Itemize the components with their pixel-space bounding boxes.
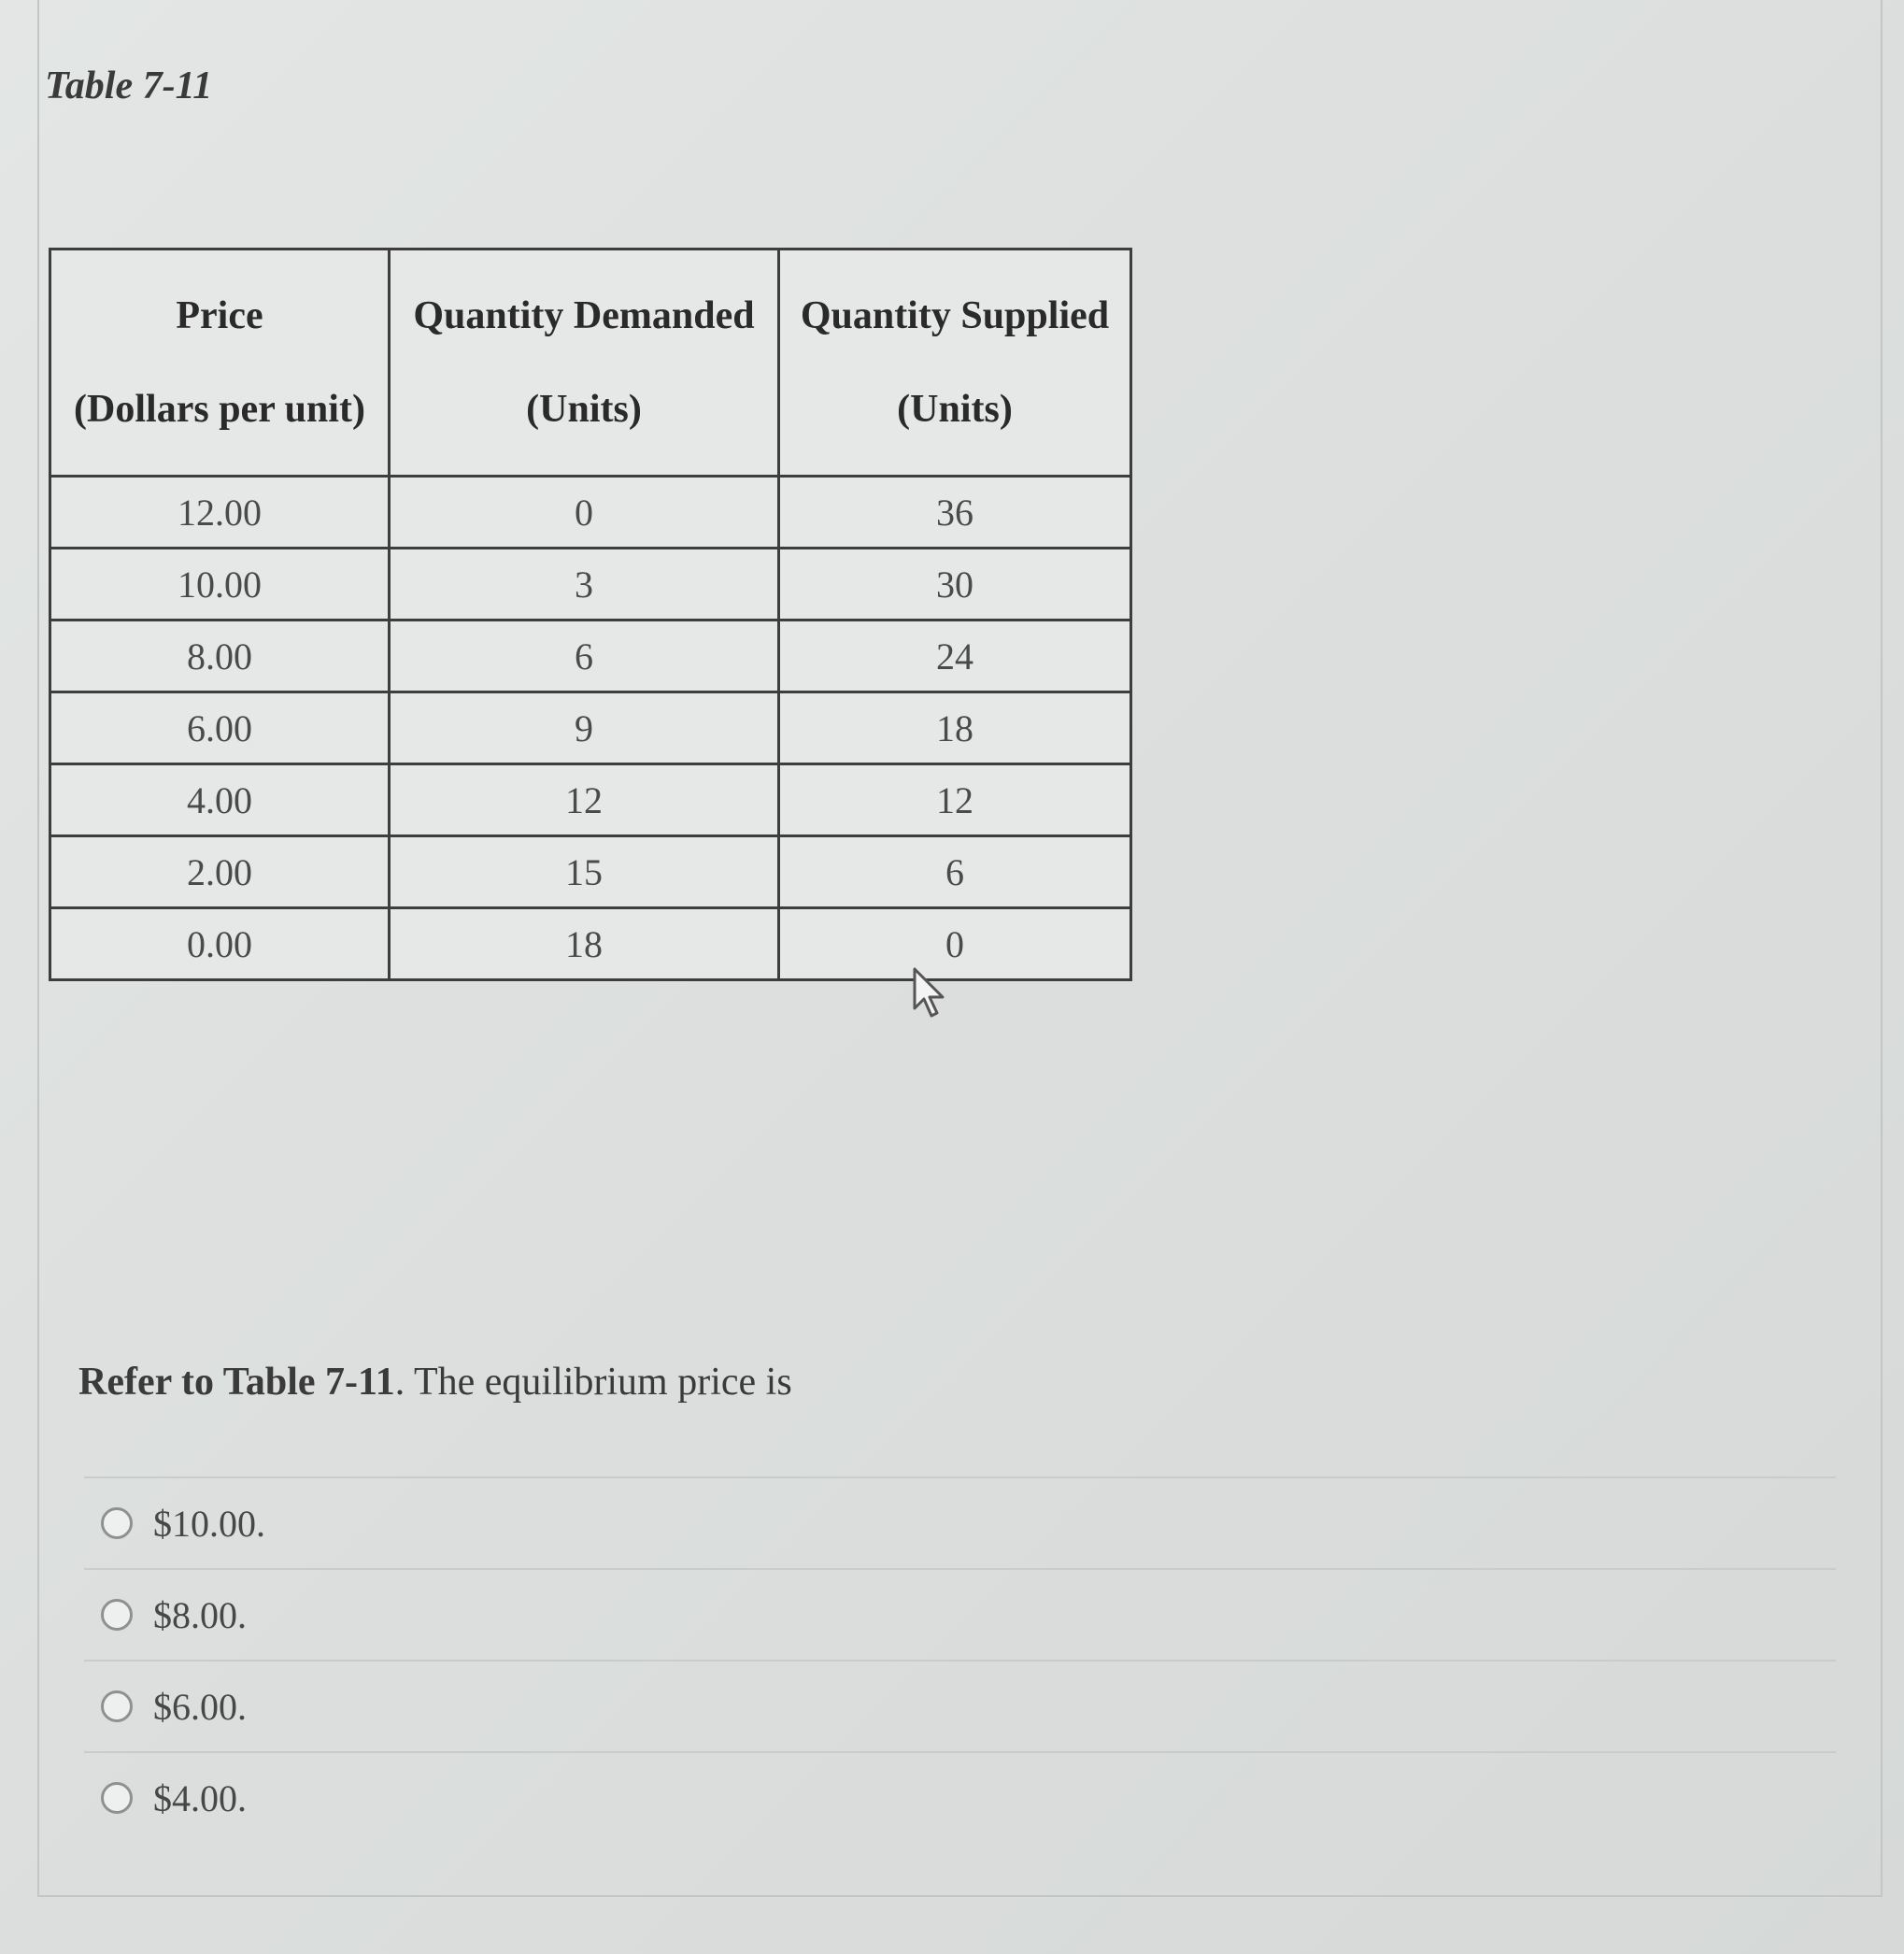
column-header-quantity-demanded [390, 250, 779, 477]
answer-option-label[interactable]: $6.00. [153, 1685, 247, 1728]
quantity-demanded-cell: 9 [390, 692, 779, 764]
quantity-demanded-cell: 3 [390, 549, 779, 620]
answer-option-label[interactable]: $4.00. [153, 1776, 247, 1819]
answer-option-label[interactable]: $8.00. [153, 1593, 247, 1636]
radio-button-icon[interactable] [101, 1782, 133, 1814]
price-cell: 10.00 [50, 549, 390, 620]
quantity-demanded-cell: 18 [390, 908, 779, 980]
supply-demand-table [49, 248, 1132, 981]
radio-button-icon[interactable] [101, 1599, 133, 1631]
quantity-supplied-cell: 0 [778, 908, 1130, 980]
table-row [50, 477, 1131, 549]
price-cell: 4.00 [50, 764, 390, 836]
column-header-title: Price [176, 294, 263, 337]
price-cell: 8.00 [50, 620, 390, 692]
answer-option[interactable] [84, 1751, 1836, 1843]
column-header-unit: (Units) [897, 388, 1013, 431]
answer-option[interactable] [84, 1660, 1836, 1751]
quantity-demanded-cell: 0 [390, 477, 779, 549]
radio-button-icon[interactable] [101, 1507, 133, 1539]
radio-button-icon[interactable] [101, 1690, 133, 1722]
quantity-demanded-cell: 15 [390, 836, 779, 908]
mouse-cursor-icon [911, 967, 948, 1020]
table-row [50, 836, 1131, 908]
quantity-demanded-cell: 12 [390, 764, 779, 836]
table-header-row [50, 250, 1131, 477]
table-row [50, 620, 1131, 692]
column-header-title: Quantity Demanded [413, 294, 755, 337]
answer-choices [84, 1476, 1836, 1843]
table-caption: Table 7-11 [45, 64, 213, 107]
table-row [50, 692, 1131, 764]
quantity-supplied-cell: 36 [778, 477, 1130, 549]
table-row [50, 908, 1131, 980]
price-cell: 12.00 [50, 477, 390, 549]
answer-option-label[interactable]: $10.00. [153, 1502, 265, 1545]
column-header-unit: (Dollars per unit) [74, 388, 365, 431]
prompt-reference: Refer to Table 7-11 [78, 1361, 395, 1404]
quantity-demanded-cell: 6 [390, 620, 779, 692]
quantity-supplied-cell: 24 [778, 620, 1130, 692]
price-cell: 6.00 [50, 692, 390, 764]
table-row [50, 764, 1131, 836]
quantity-supplied-cell: 30 [778, 549, 1130, 620]
column-header-unit: (Units) [526, 388, 642, 431]
column-header-quantity-supplied [778, 250, 1130, 477]
answer-option[interactable] [84, 1476, 1836, 1568]
column-header-title: Quantity Supplied [800, 294, 1110, 337]
price-cell: 0.00 [50, 908, 390, 980]
quantity-supplied-cell: 18 [778, 692, 1130, 764]
quantity-supplied-cell: 12 [778, 764, 1130, 836]
table-row [50, 549, 1131, 620]
question-prompt [78, 1360, 792, 1405]
column-header-price [50, 250, 390, 477]
prompt-text: . The equilibrium price is [394, 1361, 792, 1404]
price-cell: 2.00 [50, 836, 390, 908]
quantity-supplied-cell: 6 [778, 836, 1130, 908]
answer-option[interactable] [84, 1568, 1836, 1660]
